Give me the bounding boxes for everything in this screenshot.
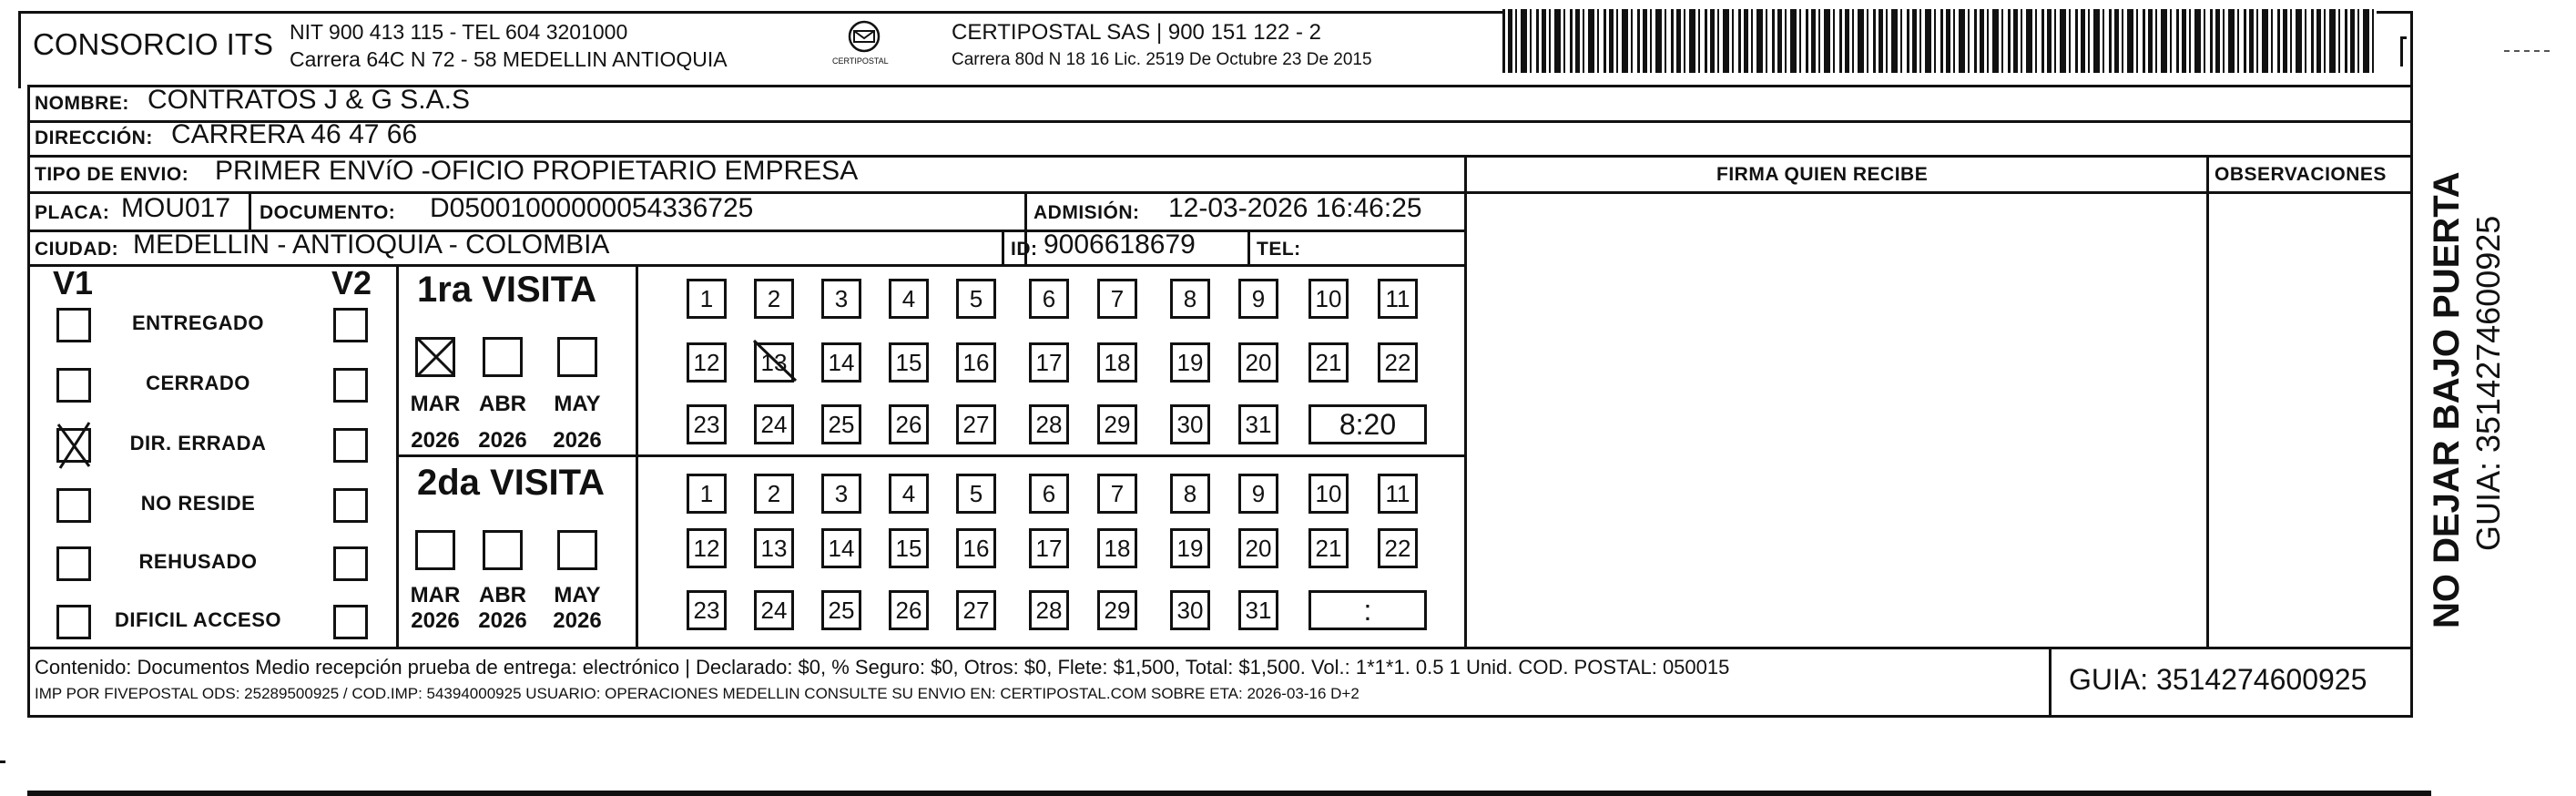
placa-label: PLACA: — [35, 202, 110, 223]
visit-separator — [396, 454, 1466, 457]
visit1-day-box[interactable]: 28 — [1029, 404, 1069, 444]
dash-mark — [2504, 50, 2550, 52]
v2-checkbox[interactable] — [333, 368, 368, 403]
nombre-value: CONTRATOS J & G S.A.S — [148, 85, 470, 115]
visit2-day-box[interactable]: 27 — [956, 590, 996, 630]
visit2-year-label: 2026 — [478, 608, 527, 633]
documento-label: DOCUMENTO: — [260, 202, 396, 223]
visit1-day-box[interactable]: 29 — [1097, 404, 1137, 444]
visit1-time-box[interactable]: 8:20 — [1308, 404, 1427, 444]
tipo-envio-value: PRIMER ENVíO -OFICIO PROPIETARIO EMPRESA — [215, 156, 859, 186]
visit2-month-checkbox[interactable] — [483, 530, 523, 570]
visit2-day-box[interactable]: 9 — [1238, 474, 1278, 514]
footer-guia: GUIA: 3514274600925 — [2069, 663, 2367, 696]
visit2-day-box[interactable]: 23 — [687, 590, 727, 630]
reason-label: DIR. ERRADA — [129, 432, 267, 454]
check-mark-day-13 — [748, 337, 803, 386]
visit2-day-box[interactable]: 3 — [821, 474, 861, 514]
visit2-day-box[interactable]: 26 — [889, 590, 929, 630]
visit1-day-box[interactable]: 8 — [1170, 279, 1210, 319]
visit2-day-box[interactable]: 14 — [821, 528, 861, 568]
visit1-day-box[interactable]: 16 — [956, 342, 996, 383]
footer-content-line: Contenido: Documentos Medio recepción prueba de entrega: electrónico | Declarado: $0, % Seguro: $0, Otros: $0, Flete: $1,500, Total: $1,500. Vol.: 1*1*1. 0.5 1 Unid. COD. POSTAL: 050015 — [35, 656, 1730, 679]
company-name: CONSORCIO ITS — [33, 27, 274, 61]
visit2-day-box[interactable]: 10 — [1308, 474, 1349, 514]
courier-address: Carrera 80d N 18 16 Lic. 2519 De Octubre 23 De 2015 — [952, 50, 1372, 69]
visit2-month-checkbox[interactable] — [557, 530, 597, 570]
visit1-day-box[interactable]: 3 — [821, 279, 861, 319]
visit2-day-box[interactable]: 12 — [687, 528, 727, 568]
id-label: ID: — [1011, 239, 1038, 260]
visit1-day-box[interactable]: 19 — [1170, 342, 1210, 383]
tel-divider — [1247, 230, 1250, 266]
visit2-day-box[interactable]: 19 — [1170, 528, 1210, 568]
direccion-value: CARRERA 46 47 66 — [171, 119, 418, 149]
courier-name: CERTIPOSTAL SAS | 900 151 122 - 2 — [952, 20, 1321, 45]
direccion-label: DIRECCIÓN: — [35, 128, 153, 148]
visit1-day-box[interactable]: 13 — [754, 342, 794, 383]
v2-label: V2 — [331, 264, 372, 301]
check-mark-dir-errada — [53, 419, 98, 474]
visit1-title: 1ra VISITA — [417, 270, 597, 310]
visit2-day-box[interactable]: 30 — [1170, 590, 1210, 630]
ciudad-value: MEDELLIN - ANTIOQUIA - COLOMBIA — [133, 230, 610, 260]
visit1-day-box[interactable]: 30 — [1170, 404, 1210, 444]
visit1-year-label: 2026 — [411, 428, 460, 453]
reason-label: ENTREGADO — [131, 311, 265, 334]
visit2-day-box[interactable]: 6 — [1029, 474, 1069, 514]
visit2-day-box[interactable]: 28 — [1029, 590, 1069, 630]
logo-caption: CERTIPOSTAL — [832, 56, 889, 66]
admision-label: ADMISIÓN: — [1033, 202, 1140, 223]
visit1-year-label: 2026 — [478, 428, 527, 453]
visit1-day-box[interactable]: 21 — [1308, 342, 1349, 383]
v2-checkbox[interactable] — [333, 308, 368, 342]
visit1-day-box[interactable]: 9 — [1238, 279, 1278, 319]
company-address: Carrera 64C N 72 - 58 MEDELLIN ANTIOQUIA — [290, 47, 728, 71]
id-divider — [1002, 230, 1004, 266]
visit2-day-box[interactable]: 25 — [821, 590, 861, 630]
visit1-day-box[interactable]: 27 — [956, 404, 996, 444]
company-nit: NIT 900 413 115 - TEL 604 3201000 — [290, 20, 628, 44]
visit1-day-box[interactable]: 2 — [754, 279, 794, 319]
visit1-day-box[interactable]: 31 — [1238, 404, 1278, 444]
visit1-day-box[interactable]: 5 — [956, 279, 996, 319]
row-line-footer — [27, 647, 2413, 649]
visit1-day-box[interactable]: 10 — [1308, 279, 1349, 319]
visit1-month-checkbox[interactable] — [557, 337, 597, 377]
check-mark-mar — [414, 335, 460, 381]
visit1-day-box[interactable]: 24 — [754, 404, 794, 444]
visit1-month-checkbox[interactable] — [483, 337, 523, 377]
side-title: NO DEJAR BAJO PUERTA — [2427, 171, 2467, 628]
obs-left-line — [2206, 155, 2209, 647]
visit2-day-box[interactable]: 24 — [754, 590, 794, 630]
visit2-month-label: ABR — [479, 583, 526, 607]
visit1-day-box[interactable]: 4 — [889, 279, 929, 319]
visit1-day-box[interactable]: 7 — [1097, 279, 1137, 319]
visit1-month-label: MAY — [554, 392, 601, 416]
visit2-title: 2da VISITA — [417, 463, 605, 503]
ciudad-label: CIUDAD: — [35, 239, 119, 260]
visit1-day-box[interactable]: 20 — [1238, 342, 1278, 383]
visit1-day-box[interactable]: 11 — [1378, 279, 1418, 319]
visit2-day-box[interactable]: 11 — [1378, 474, 1418, 514]
visit1-day-box[interactable]: 18 — [1097, 342, 1137, 383]
tipo-envio-label: TIPO DE ENVIO: — [35, 164, 189, 185]
visit2-day-box[interactable]: 15 — [889, 528, 929, 568]
visit2-day-box[interactable]: 17 — [1029, 528, 1069, 568]
v2-checkbox[interactable] — [333, 428, 368, 463]
visit2-day-box[interactable]: 1 — [687, 474, 727, 514]
certipostal-logo — [832, 18, 892, 73]
v1-label: V1 — [53, 264, 94, 301]
visit2-day-box[interactable]: 13 — [754, 528, 794, 568]
visit1-day-box[interactable]: 25 — [821, 404, 861, 444]
visit2-year-label: 2026 — [411, 608, 460, 633]
visit1-month-label: MAR — [410, 392, 461, 416]
visit1-day-box[interactable]: 22 — [1378, 342, 1418, 383]
visit1-day-box[interactable]: 14 — [821, 342, 861, 383]
reason-label: NO RESIDE — [140, 492, 256, 515]
footer-imp-line: IMP POR FIVEPOSTAL ODS: 25289500925 / COD.IMP: 54394000925 USUARIO: OPERACIONES MEDELLIN CONSULTE SU ENVIO EN: CERTIPOSTAL.COM SOBRE ETA: 2026-03-16 D+2 — [35, 685, 1359, 702]
visit2-day-box[interactable]: 22 — [1378, 528, 1418, 568]
observaciones-header: OBSERVACIONES — [2215, 164, 2387, 185]
visit2-day-box[interactable]: 18 — [1097, 528, 1137, 568]
visit1-day-box[interactable]: 1 — [687, 279, 727, 319]
side-guia: GUIA: 3514274600925 — [2469, 215, 2507, 551]
tel-label: TEL: — [1257, 239, 1301, 260]
visit1-day-box[interactable]: 15 — [889, 342, 929, 383]
visit2-day-box[interactable]: 31 — [1238, 590, 1278, 630]
corner-mark — [2400, 36, 2407, 66]
reason-label: DIFICIL ACCESO — [114, 608, 281, 631]
firma-header: FIRMA QUIEN RECIBE — [1716, 164, 1929, 185]
visit2-day-box[interactable]: 4 — [889, 474, 929, 514]
visit1-day-box[interactable]: 6 — [1029, 279, 1069, 319]
visit2-day-box[interactable]: 16 — [956, 528, 996, 568]
barcode — [1502, 9, 2377, 73]
reason-label: REHUSADO — [138, 550, 258, 573]
id-value: 9006618679 — [1044, 230, 1196, 260]
bottom-rule — [27, 791, 2431, 796]
documento-value: D05001000000054336725 — [430, 193, 754, 223]
bottom-dash — [0, 760, 5, 763]
visit1-year-label: 2026 — [553, 428, 602, 453]
visit2-month-label: MAR — [410, 583, 461, 607]
v2-checkbox[interactable] — [333, 546, 368, 581]
v2-checkbox[interactable] — [333, 488, 368, 523]
visit2-time-box[interactable]: : — [1308, 590, 1427, 630]
visit2-month-label: MAY — [554, 583, 601, 607]
placa-divider — [249, 191, 251, 230]
visit2-day-box[interactable]: 7 — [1097, 474, 1137, 514]
visit2-day-box[interactable]: 8 — [1170, 474, 1210, 514]
admision-value: 12-03-2026 16:46:25 — [1168, 193, 1422, 223]
placa-value: MOU017 — [121, 193, 231, 223]
visit2-month-checkbox[interactable] — [415, 530, 455, 570]
visit1-day-box[interactable]: 23 — [687, 404, 727, 444]
visit2-day-box[interactable]: 2 — [754, 474, 794, 514]
visit2-day-box[interactable]: 21 — [1308, 528, 1349, 568]
visit1-day-box[interactable]: 12 — [687, 342, 727, 383]
reason-label: CERRADO — [146, 372, 250, 394]
visit2-year-label: 2026 — [553, 608, 602, 633]
visit2-day-box[interactable]: 29 — [1097, 590, 1137, 630]
visit1-month-label: ABR — [479, 392, 526, 416]
visit2-day-box[interactable]: 20 — [1238, 528, 1278, 568]
nombre-label: NOMBRE: — [35, 93, 129, 114]
visit2-day-box[interactable]: 5 — [956, 474, 996, 514]
visit1-day-box[interactable]: 26 — [889, 404, 929, 444]
footer-guia-divider — [2049, 647, 2052, 718]
v2-checkbox[interactable] — [333, 605, 368, 639]
visit1-day-box[interactable]: 17 — [1029, 342, 1069, 383]
